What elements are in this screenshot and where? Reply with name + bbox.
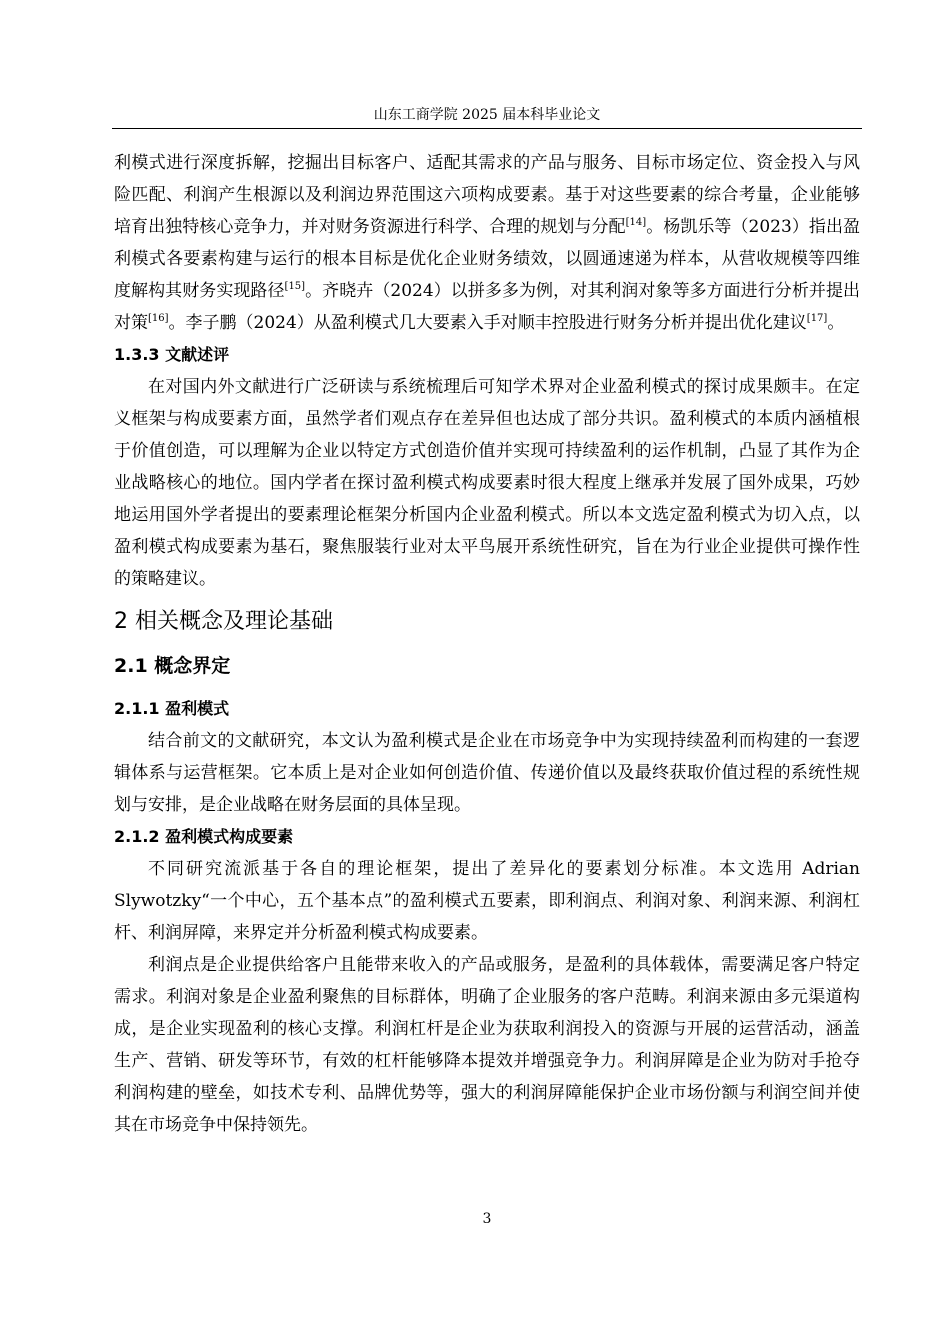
section-heading-2-1-2: 2.1.2 盈利模式构成要素 [114, 827, 294, 846]
paragraph-literature-review: 在对国内外文献进行广泛研读与系统梳理后可知学术界对企业盈利模式的探讨成果颇丰。在定义框架与构成要素方面，虽然学者们观点存在差异但也达成了部分共识。盈利模式的本质内涵植根于价值创造，可以理解为企业以特定方式创造价值并实现可持续盈利的运作机制，凸显了其作为企业战略核心的地位。国内学者在探讨盈利模式构成要素时很大程度上继承并发展了国外成果，巧妙地运用国外学者提出的要素理论框架分析国内企业盈利模式。所以本文选定盈利模式为切入点，以盈利模式构成要素为基石，聚焦服装行业对太平鸟展开系统性研究，旨在为行业企业提供可操作性的策略建议。 [114, 377, 860, 589]
header-rule [112, 128, 862, 129]
section-heading-1-3-3: 1.3.3 文献述评 [114, 345, 230, 364]
section-heading-2-1: 2.1 概念界定 [114, 655, 231, 677]
paragraph-profit-model-definition: 结合前文的文献研究，本文认为盈利模式是企业在市场竞争中为实现持续盈利而构建的一套逻辑体系与运营框架。它本质上是对企业如何创造价值、传递价值以及最终获取价值过程的系统性规划与安排，是企业战略在财务层面的具体呈现。 [114, 731, 860, 815]
citation-ref: [14] [625, 217, 647, 228]
page-body [114, 147, 860, 1141]
paragraph-elements-intro: 不同研究流派基于各自的理论框架，提出了差异化的要素划分标准。本文选用 Adrian Slywotzky“一个中心，五个基本点”的盈利模式五要素，即利润点、利润对象、利润来源、利润杠杆、利润屏障，来界定并分析盈利模式构成要素。 [114, 859, 860, 943]
text-run: 。李子鹏（2024）从盈利模式几大要素入手对顺丰控股进行财务分析并提出优化建议 [168, 313, 807, 333]
page-number: 3 [482, 1211, 492, 1227]
citation-ref: [15] [284, 281, 306, 292]
running-header: 山东工商学院 2025 届本科毕业论文 [373, 107, 601, 123]
section-heading-2-1-1: 2.1.1 盈利模式 [114, 699, 230, 718]
chapter-heading-2: 2 相关概念及理论基础 [114, 609, 333, 634]
citation-ref: [16] [148, 313, 169, 324]
text-run: 。 [827, 313, 845, 333]
text-run: 。齐晓卉（2024）以拼多多为例，对其利润对象等多方面进行分析并提出对策 [114, 281, 861, 333]
paragraph-elements-detail: 利润点是企业提供给客户且能带来收入的产品或服务，是盈利的具体载体，需要满足客户特定需求。利润对象是企业盈利聚焦的目标群体，明确了企业服务的客户范畴。利润来源由多元渠道构成，是企业实现盈利的核心支撑。利润杠杆是企业为获取利润投入的资源与开展的运营活动，涵盖生产、营销、研发等环节，有效的杠杆能够降本提效并增强竞争力。利润屏障是企业为防对手抢夺利润构建的壁垒，如技术专利、品牌优势等，强大的利润屏障能保护企业市场份额与利润空间并使其在市场竞争中保持领先。 [114, 955, 860, 1135]
text-run: 。杨凯乐等（2023）指出盈利模式各要素构建与运行的根本目标是优化企业财务绩效，以圆通速递为样本，从营收规模等四维度解构其财务实现路径 [114, 217, 861, 301]
text-run: 利模式进行深度拆解，挖掘出目标客户、适配其需求的产品与服务、目标市场定位、资金投入与风险匹配、利润产生根源以及利润边界范围这六项构成要素。基于对这些要素的综合考量，企业能够培育出独特核心竞争力，并对财务资源进行科学、合理的规划与分配 [114, 153, 860, 237]
citation-ref: [17] [806, 313, 828, 324]
paragraph-literature-continued [114, 147, 860, 339]
